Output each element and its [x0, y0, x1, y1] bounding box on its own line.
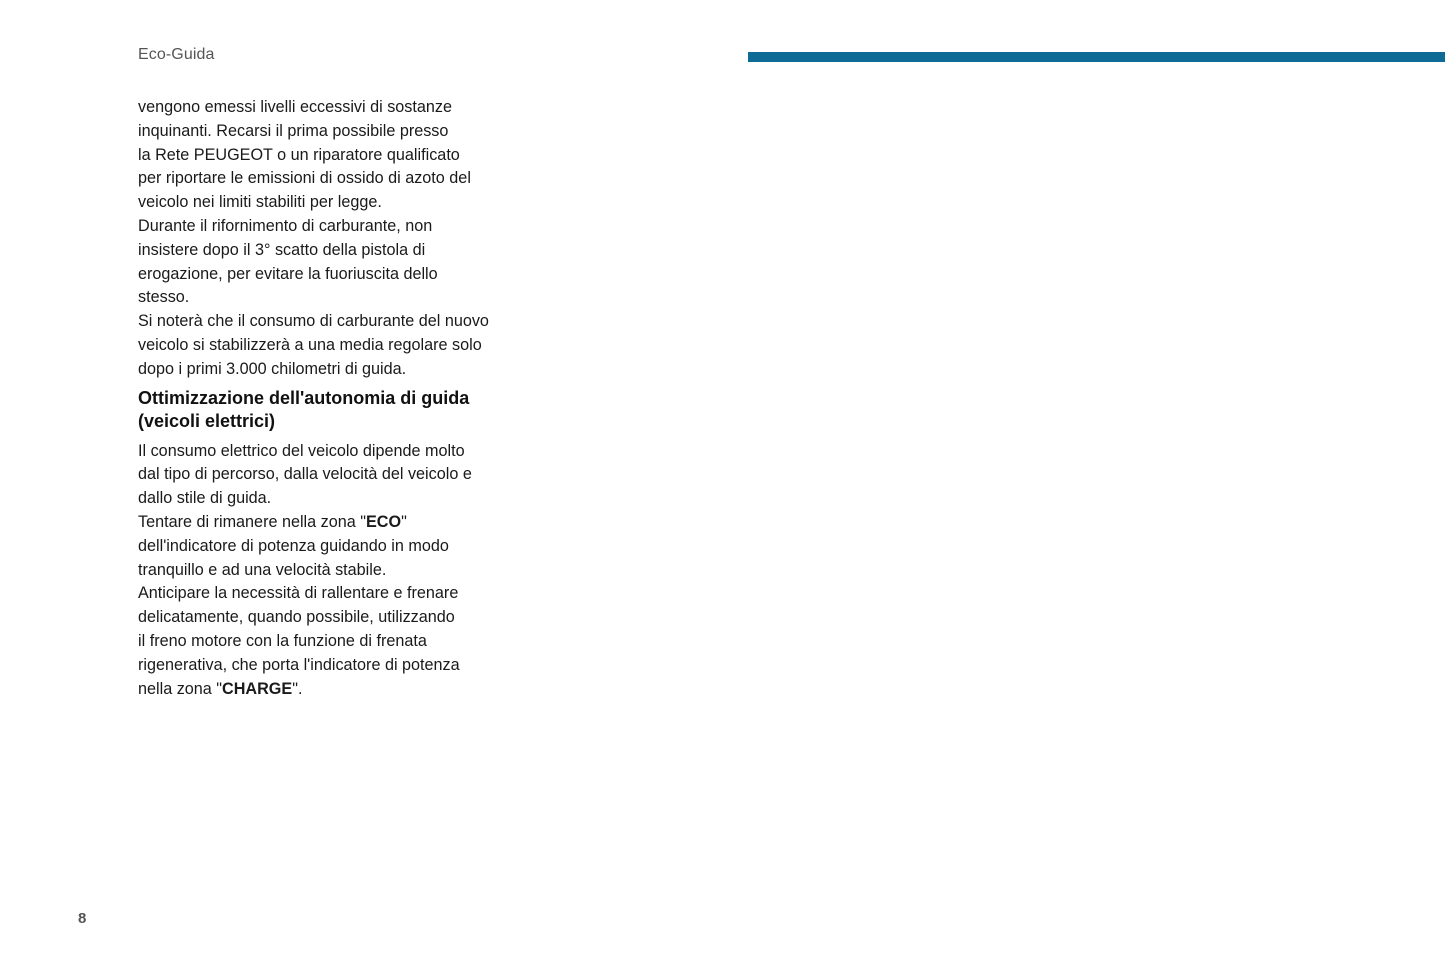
- charge-text-before: Anticipare la necessità di rallentare e frenare delicatamente, quando possibile, utilizzando il freno motore con la funzione di frenata rigenerativa, che porta l'indicatore di potenza nella zona ": [138, 584, 460, 698]
- charge-text-after: ".: [292, 679, 303, 698]
- paragraph-electric: Il consumo elettrico del veicolo dipende molto dal tipo di percorso, dalla velocità del veicolo e dallo stile di guida.: [138, 441, 472, 508]
- eco-text-after: " dell'indicatore di potenza guidando in modo tranquillo e ad una velocità stabile.: [138, 512, 449, 579]
- paragraph-emissions: vengono emessi livelli eccessivi di sostanze inquinanti. Recarsi il prima possibile presso la Rete PEUGEOT o un riparatore qualificato per riportare le emissioni di ossido di azoto del veicolo nei limiti stabiliti per legge.: [138, 98, 471, 212]
- header-accent-bar: [748, 52, 1445, 62]
- section-heading: Ottimizzazione dell'autonomia di guida (veicoli elettrici): [138, 387, 470, 431]
- paragraph-consumption: Si noterà che il consumo di carburante del nuovo veicolo si stabilizzerà a una media regolare solo dopo i primi 3.000 chilometri di guida.: [138, 312, 489, 378]
- paragraph-eco-zone: [138, 511, 538, 582]
- paragraph-refuel: Durante il rifornimento di carburante, non insistere dopo il 3° scatto della pistola di erogazione, per evitare la fuoriuscita dello stesso.: [138, 216, 438, 307]
- eco-label: ECO: [366, 512, 402, 531]
- section-title: Eco-Guida: [138, 46, 215, 63]
- eco-text-before: Tentare di rimanere nella zona ": [138, 512, 366, 531]
- paragraph-charge-zone: [138, 582, 538, 701]
- text-column: [138, 96, 538, 701]
- page-number: 8: [78, 910, 87, 927]
- charge-label: CHARGE: [222, 679, 293, 698]
